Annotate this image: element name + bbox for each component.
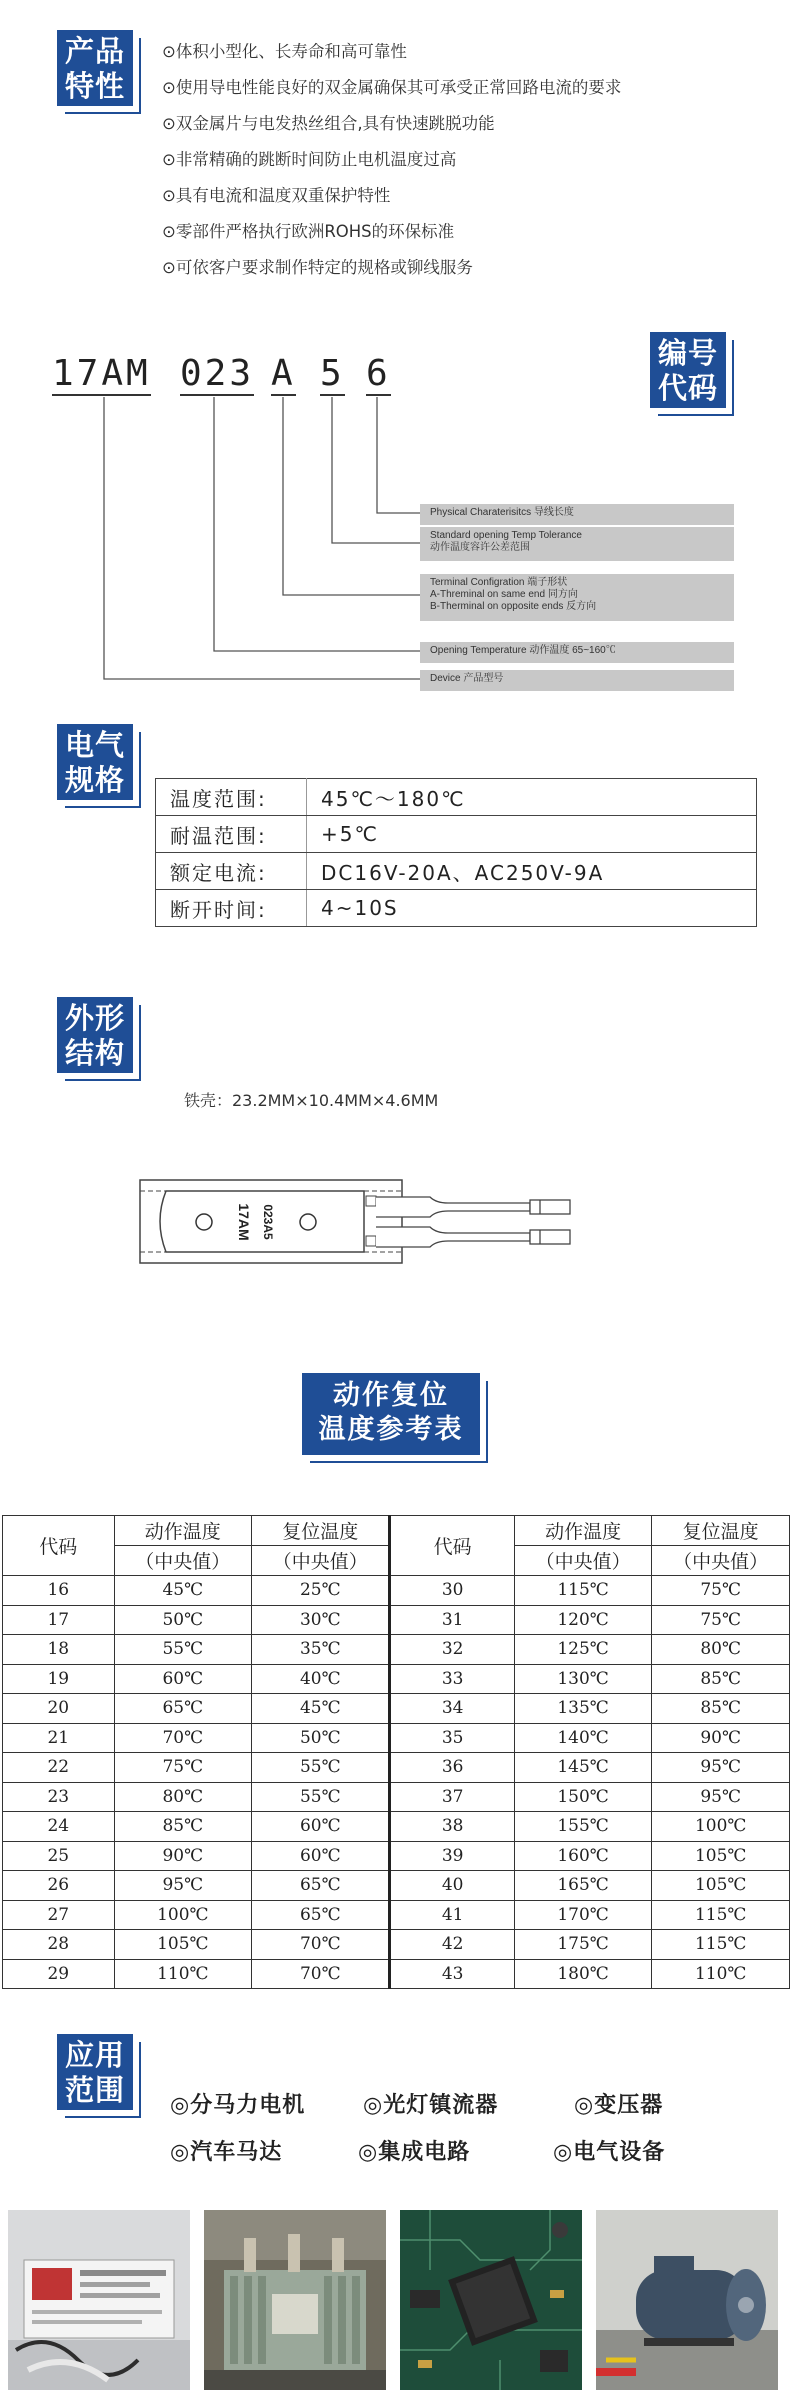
cell-reset-temp: 70℃ — [252, 1959, 390, 1989]
table-row — [3, 1723, 790, 1753]
code-part-terminal: A — [271, 353, 296, 394]
cell-action-temp: 75℃ — [114, 1753, 252, 1783]
electrical-badge-line2: 规格 — [64, 763, 125, 797]
connector-device — [104, 397, 420, 679]
cell-code: 22 — [3, 1753, 115, 1783]
spec-key: 额定电流: — [156, 853, 307, 890]
features-badge-line2: 特性 — [64, 69, 125, 103]
cell-code: 42 — [390, 1930, 514, 1960]
label-physical — [420, 504, 734, 525]
cell-reset-temp: 95℃ — [652, 1753, 790, 1783]
cell-action-temp: 130℃ — [514, 1664, 652, 1694]
reset-badge-line2: 温度参考表 — [318, 1414, 464, 1445]
cell-code: 33 — [390, 1664, 514, 1694]
cell-action-temp: 115℃ — [514, 1576, 652, 1606]
label-line: Standard opening Temp Tolerance — [430, 530, 582, 541]
feature-item: ⊙非常精确的跳断时间防止电机温度过高 — [162, 150, 457, 169]
circuit-board-photo — [400, 2210, 582, 2390]
cell-reset-temp: 100℃ — [652, 1812, 790, 1842]
transformer-photo — [204, 2210, 386, 2390]
device-drawing — [130, 1175, 710, 1275]
cell-code: 34 — [390, 1694, 514, 1724]
spec-value: +5℃ — [307, 816, 757, 853]
cell-code: 29 — [3, 1959, 115, 1989]
code-part-length: 6 — [366, 353, 391, 394]
shape-badge-line2: 结构 — [64, 1036, 125, 1070]
feature-item: ⊙具有电流和温度双重保护特性 — [162, 186, 391, 205]
circuit-board-image — [400, 2210, 582, 2390]
electrical-badge-line1: 电气 — [64, 728, 125, 762]
subheader-median: （中央值） — [252, 1546, 390, 1576]
shape-badge-line1: 外形 — [64, 1001, 125, 1035]
connector-length — [377, 397, 420, 513]
code-part-temp: 023 — [180, 353, 255, 394]
label-line: Opening Temperature 动作温度 65~160℃ — [430, 645, 616, 656]
table-row — [3, 1900, 790, 1930]
application-item: ◎变压器 — [574, 2093, 664, 2118]
cell-code: 41 — [390, 1900, 514, 1930]
table-row — [3, 1841, 790, 1871]
application-item: ◎汽车马达 — [170, 2140, 283, 2165]
reset-badge-line1: 动作复位 — [333, 1380, 449, 1411]
cell-action-temp: 135℃ — [514, 1694, 652, 1724]
cell-action-temp: 50℃ — [114, 1605, 252, 1635]
cell-code: 36 — [390, 1753, 514, 1783]
cell-action-temp: 90℃ — [114, 1841, 252, 1871]
application-item: ◎电气设备 — [553, 2140, 666, 2165]
connector-tolerance — [332, 397, 420, 543]
device-label-line2: 023A5 — [261, 1204, 275, 1240]
cell-code: 20 — [3, 1694, 115, 1724]
spec-key: 耐温范围: — [156, 816, 307, 853]
cell-reset-temp: 65℃ — [252, 1871, 390, 1901]
cell-action-temp: 110℃ — [114, 1959, 252, 1989]
label-line: 动作温度容许公差范围 — [430, 542, 530, 553]
cell-code: 28 — [3, 1930, 115, 1960]
spec-row — [156, 779, 757, 816]
cell-code: 21 — [3, 1723, 115, 1753]
cell-code: 27 — [3, 1900, 115, 1930]
spec-key: 断开时间: — [156, 890, 307, 927]
cell-reset-temp: 90℃ — [652, 1723, 790, 1753]
table-header-row — [3, 1516, 790, 1546]
motor-image — [596, 2210, 778, 2390]
cell-code: 26 — [3, 1871, 115, 1901]
code-part-device: 17AM — [52, 353, 151, 394]
cell-reset-temp: 35℃ — [252, 1635, 390, 1665]
connector-temp — [214, 397, 420, 651]
cell-reset-temp: 110℃ — [652, 1959, 790, 1989]
table-row — [3, 1635, 790, 1665]
cell-reset-temp: 60℃ — [252, 1841, 390, 1871]
feature-item: ⊙体积小型化、长寿命和高可靠性 — [162, 42, 407, 61]
cell-reset-temp: 105℃ — [652, 1871, 790, 1901]
header-action-temp: 动作温度 — [514, 1516, 652, 1546]
shape-badge — [57, 997, 133, 1073]
reset-badge-shadow — [310, 1381, 488, 1463]
cell-reset-temp: 45℃ — [252, 1694, 390, 1724]
label-line: B-Therminal on opposite ends 反方向 — [430, 601, 597, 612]
cell-action-temp: 150℃ — [514, 1782, 652, 1812]
cell-code: 31 — [390, 1605, 514, 1635]
cell-code: 32 — [390, 1635, 514, 1665]
cell-action-temp: 85℃ — [114, 1812, 252, 1842]
cell-action-temp: 140℃ — [514, 1723, 652, 1753]
table-row — [3, 1959, 790, 1989]
cell-code: 39 — [390, 1841, 514, 1871]
applications-badge-line2: 范围 — [64, 2073, 125, 2107]
feature-item: ⊙可依客户要求制作特定的规格或铆线服务 — [162, 258, 473, 277]
cell-action-temp: 70℃ — [114, 1723, 252, 1753]
cell-code: 19 — [3, 1664, 115, 1694]
header-reset-temp: 复位温度 — [252, 1516, 390, 1546]
cell-code: 37 — [390, 1782, 514, 1812]
feature-item: ⊙零部件严格执行欧洲ROHS的环保标准 — [162, 222, 455, 241]
cell-reset-temp: 60℃ — [252, 1812, 390, 1842]
feature-item: ⊙使用导电性能良好的双金属确保其可承受正常回路电流的要求 — [162, 78, 622, 97]
ballast-photo — [8, 2210, 190, 2390]
cell-reset-temp: 30℃ — [252, 1605, 390, 1635]
cell-code: 23 — [3, 1782, 115, 1812]
cell-code: 18 — [3, 1635, 115, 1665]
cell-reset-temp: 115℃ — [652, 1930, 790, 1960]
cell-reset-temp: 65℃ — [252, 1900, 390, 1930]
applications-badge-line1: 应用 — [64, 2038, 125, 2072]
table-row — [3, 1664, 790, 1694]
reset-table-body — [3, 1576, 790, 1989]
cell-action-temp: 170℃ — [514, 1900, 652, 1930]
spec-row — [156, 853, 757, 890]
features-badge — [57, 30, 133, 106]
cell-reset-temp: 95℃ — [652, 1782, 790, 1812]
cell-action-temp: 100℃ — [114, 1900, 252, 1930]
header-code: 代码 — [390, 1516, 514, 1576]
cell-code: 30 — [390, 1576, 514, 1606]
spec-value: 45℃～180℃ — [307, 779, 757, 816]
label-terminal — [420, 574, 734, 621]
subheader-median: （中央值） — [514, 1546, 652, 1576]
transformer-image — [204, 2210, 386, 2390]
table-row — [3, 1812, 790, 1842]
table-row — [3, 1694, 790, 1724]
cell-code: 43 — [390, 1959, 514, 1989]
cell-action-temp: 120℃ — [514, 1605, 652, 1635]
subheader-median: （中央值） — [114, 1546, 252, 1576]
cell-code: 25 — [3, 1841, 115, 1871]
code-badge-line1: 编号 — [657, 336, 718, 370]
cell-reset-temp: 115℃ — [652, 1900, 790, 1930]
table-row — [3, 1871, 790, 1901]
cell-code: 24 — [3, 1812, 115, 1842]
features-badge-line1: 产品 — [64, 34, 125, 68]
label-line: Terminal Configration 端子形状 — [430, 577, 568, 588]
table-row — [3, 1782, 790, 1812]
cell-action-temp: 65℃ — [114, 1694, 252, 1724]
ballast-image — [8, 2210, 190, 2390]
cell-action-temp: 145℃ — [514, 1753, 652, 1783]
cell-reset-temp: 55℃ — [252, 1753, 390, 1783]
cell-action-temp: 55℃ — [114, 1635, 252, 1665]
spec-key: 温度范围: — [156, 779, 307, 816]
cell-action-temp: 60℃ — [114, 1664, 252, 1694]
device-label-line1: 17AM — [236, 1203, 252, 1241]
cell-action-temp: 80℃ — [114, 1782, 252, 1812]
application-item: ◎集成电路 — [358, 2140, 471, 2165]
code-part-tolerance: 5 — [320, 353, 345, 394]
cell-reset-temp: 70℃ — [252, 1930, 390, 1960]
spec-value: DC16V-20A、AC250V-9A — [307, 853, 757, 890]
cell-code: 38 — [390, 1812, 514, 1842]
label-tolerance — [420, 527, 734, 561]
cell-action-temp: 45℃ — [114, 1576, 252, 1606]
cell-reset-temp: 55℃ — [252, 1782, 390, 1812]
subheader-median: （中央值） — [652, 1546, 790, 1576]
cell-action-temp: 180℃ — [514, 1959, 652, 1989]
electrical-badge — [57, 724, 133, 800]
cell-reset-temp: 75℃ — [652, 1576, 790, 1606]
reset-temperature-table — [2, 1515, 790, 1989]
cell-reset-temp: 80℃ — [652, 1635, 790, 1665]
cell-reset-temp: 25℃ — [252, 1576, 390, 1606]
cell-action-temp: 165℃ — [514, 1871, 652, 1901]
shape-caption: 铁壳：23.2MM×10.4MM×4.6MM — [184, 1091, 439, 1110]
cell-code: 17 — [3, 1605, 115, 1635]
cell-reset-temp: 40℃ — [252, 1664, 390, 1694]
label-line: Physical Charaterisitcs 导线长度 — [430, 507, 574, 518]
cell-action-temp: 160℃ — [514, 1841, 652, 1871]
cell-action-temp: 175℃ — [514, 1930, 652, 1960]
table-row — [3, 1605, 790, 1635]
header-code: 代码 — [3, 1516, 115, 1576]
spec-row — [156, 890, 757, 927]
table-row — [3, 1576, 790, 1606]
cell-code: 16 — [3, 1576, 115, 1606]
cell-code: 35 — [390, 1723, 514, 1753]
header-reset-temp: 复位温度 — [652, 1516, 790, 1546]
connector-terminal — [283, 397, 420, 595]
spec-value: 4~10S — [307, 890, 757, 927]
table-row — [3, 1753, 790, 1783]
cell-reset-temp: 85℃ — [652, 1664, 790, 1694]
cell-reset-temp: 75℃ — [652, 1605, 790, 1635]
label-line: A-Threminal on same end 同方向 — [430, 589, 578, 600]
label-line: Device 产品型号 — [430, 673, 504, 684]
feature-item: ⊙双金属片与电发热丝组合,具有快速跳脱功能 — [162, 114, 495, 133]
applications-badge — [57, 2034, 133, 2110]
application-item: ◎分马力电机 — [170, 2093, 306, 2118]
spec-row — [156, 816, 757, 853]
cell-reset-temp: 50℃ — [252, 1723, 390, 1753]
cell-reset-temp: 85℃ — [652, 1694, 790, 1724]
cell-reset-temp: 105℃ — [652, 1841, 790, 1871]
header-action-temp: 动作温度 — [114, 1516, 252, 1546]
label-opening-temp — [420, 642, 734, 663]
cell-action-temp: 95℃ — [114, 1871, 252, 1901]
motor-photo — [596, 2210, 778, 2390]
table-row — [3, 1930, 790, 1960]
cell-action-temp: 125℃ — [514, 1635, 652, 1665]
application-item: ◎光灯镇流器 — [363, 2093, 499, 2118]
cell-action-temp: 105℃ — [114, 1930, 252, 1960]
cell-action-temp: 155℃ — [514, 1812, 652, 1842]
cell-code: 40 — [390, 1871, 514, 1901]
label-device — [420, 670, 734, 691]
code-badge-line2: 代码 — [657, 371, 718, 405]
electrical-spec-table — [155, 778, 757, 927]
